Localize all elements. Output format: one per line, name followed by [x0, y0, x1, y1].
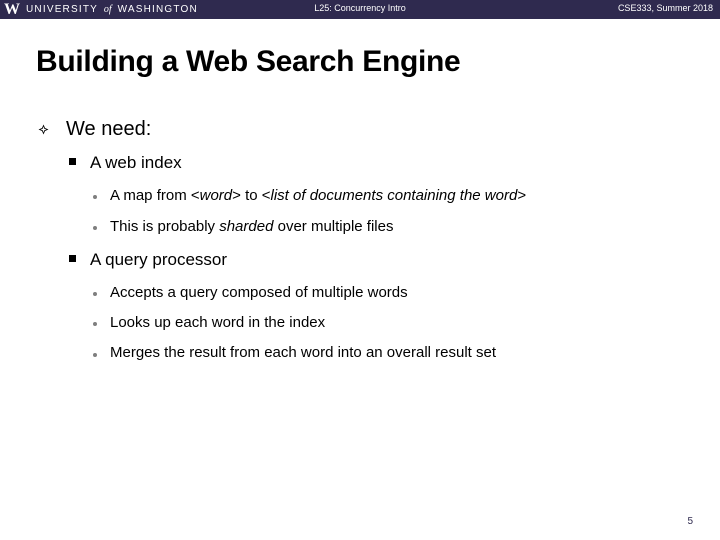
square-bullet-icon	[69, 158, 76, 165]
text-span: > to <	[232, 187, 271, 204]
dot-bullet-icon	[93, 195, 97, 199]
uw-w-icon: W	[4, 1, 20, 18]
wordmark-university: UNIVERSITY	[26, 4, 98, 15]
sub-bullet-map	[110, 187, 526, 204]
bullet-we-need: We need:	[66, 118, 152, 140]
sub-bullet-looks-up: Looks up each word in the index	[110, 314, 326, 331]
emphasis-list: list of documents containing the word	[270, 187, 518, 204]
square-bullet-icon	[69, 255, 76, 262]
dot-bullet-icon	[93, 226, 97, 230]
emphasis-word: word	[199, 187, 233, 204]
slide-title: Building a Web Search Engine	[36, 45, 461, 78]
dot-bullet-icon	[93, 353, 97, 357]
sub-bullet-sharded	[110, 218, 393, 235]
sub-bullet-accepts: Accepts a query composed of multiple words	[110, 284, 408, 301]
wordmark-of: of	[103, 4, 112, 15]
bullet-web-index: A web index	[90, 153, 182, 172]
course-term: CSE333, Summer 2018	[617, 3, 713, 13]
header-bar	[0, 0, 720, 19]
text-span: >	[517, 187, 527, 204]
wordmark-washington: WASHINGTON	[117, 4, 198, 15]
sub-bullet-merges: Merges the result from each word into an overall result set	[110, 344, 497, 361]
dot-bullet-icon	[93, 292, 97, 296]
text-span: This is probably	[110, 218, 220, 235]
bullet-query-processor: A query processor	[90, 250, 228, 269]
page-number: 5	[687, 516, 693, 527]
emphasis-sharded: sharded	[219, 218, 274, 235]
uw-wordmark	[26, 4, 198, 15]
text-span: over multiple files	[273, 218, 394, 235]
diamond-bullet-icon	[38, 124, 49, 135]
text-span: A map from <	[110, 187, 200, 204]
dot-bullet-icon	[93, 322, 97, 326]
lecture-title: L25: Concurrency Intro	[314, 3, 406, 13]
uw-logo	[4, 2, 198, 17]
